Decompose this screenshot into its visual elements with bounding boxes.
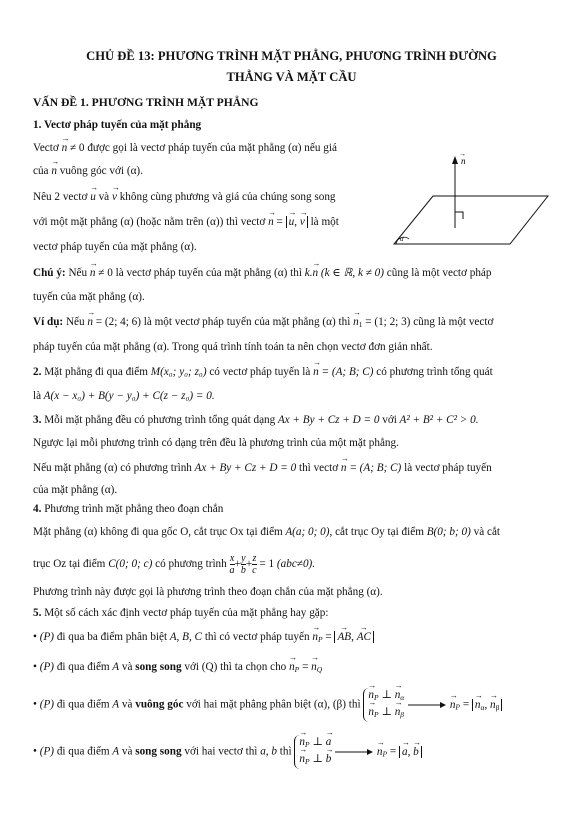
cross-product-ab-ac: → AB, → AC [334, 631, 374, 643]
cross-product-normals: → $n_\alpha$, → $n_\beta$ [472, 699, 503, 711]
p2-line-1: Nêu 2 vectơ → u và → v không cùng phương và giá của chúng song song [33, 190, 336, 204]
document-title [30, 46, 553, 88]
s4-heading: 4. Phương trình mặt phẳng theo đoạn chắn [33, 503, 224, 515]
normal-vector-arrowhead [452, 156, 458, 164]
title-line-1: CHỦ ĐỀ 13: PHƯƠNG TRÌNH MẶT PHẲNG, PHƯƠNG TRÌNH ĐƯỜNG [86, 49, 497, 63]
section-heading: VẤN ĐỀ 1. PHƯƠNG TRÌNH MẶT PHẲNG [33, 96, 259, 109]
normal-label: n [461, 156, 466, 166]
s5-bullet-4: • (P) đi qua điểm A và song song với hai vectơ thì a, b thì → $n_P$ ⊥ → a → $n_P$ ⊥ → b → $n_P$ = → a, → b [33, 735, 422, 771]
system-perp-vectors: → $n_P$ ⊥ → a → $n_P$ ⊥ → b [294, 735, 331, 769]
s3-line-4: của mặt phẳng (α). [33, 484, 118, 496]
s2-line-2: là A(x − x₀) + B(y − y₀) + C(z − z₀) = 0. [33, 390, 215, 402]
plane-normal-figure [388, 150, 558, 250]
normal-label-arrow: → [459, 150, 466, 158]
system-perp-planes: → $n_P$ ⊥ → $n_\alpha$ → $n_P$ ⊥ → $n_\beta$ [363, 688, 404, 722]
right-angle-mark [455, 212, 463, 219]
vector-u: → u [90, 190, 96, 204]
example-line-2: pháp tuyến của mặt phẳng (α). Trong quá trình tính toán ta nên chọn vectơ đơn giản nhất. [33, 341, 433, 353]
s4-line-2: trục Oz tại điểm C(0; 0; c) có phương trình $\frac{x}{a}$ + $\frac{y}{b}$ + $\frac{z}{c}$ = 1 (abc≠0). [33, 552, 316, 576]
fraction-z-c: $\frac{z}{c}$ [252, 552, 257, 576]
example-line-1: Ví dụ: Nếu → n = (2; 4; 6) là một vectơ pháp tuyến của mặt phẳng (α) thì → $n_1 = (1$; 2; 3) cũng là một vectơ [33, 315, 493, 332]
cross-product: → u, → v [286, 216, 308, 228]
s5-bullet-3: • (P) đi qua điểm A và vuông góc với hai mặt phẳng phân biệt (α), (β) thì → $n_P$ ⊥ → $n_\alpha$ → $n_P$ ⊥ → $n_\beta$ → $n_P$ = → $n_\alpha$, → $n_\beta$ [33, 688, 502, 724]
s5-bullet-1: • (P) đi qua ba điểm phân biệt A, B, C thì có vectơ pháp tuyến → $n_P$ = → AB, → AC [33, 630, 374, 647]
note-line-2: tuyến của mặt phẳng (α). [33, 291, 145, 303]
p1-line-1: Vectơ → n ≠ 0 được gọi là vectơ pháp tuyến của mặt phẳng (α) nếu giá [33, 141, 337, 155]
s5-bullet-2: • (P) đi qua điểm A và song song với (Q) thì ta chọn cho → $n_P$ = → $n_Q$ [33, 660, 322, 677]
vector-n: → n [62, 141, 68, 155]
vector-n: → n [51, 164, 57, 178]
s3-line-2: Ngược lại mỗi phương trình có dạng trên đều là phương trình của một mặt phẳng. [33, 437, 399, 449]
p2-line-2: với một mặt phẳng (α) (hoặc nằm trên (α)) thì vectơ → n = → u, → v là một [33, 215, 339, 229]
s3-line-3: Nếu mặt phẳng (α) có phương trình Ax + By + Cz + D = 0 thì vectơ → n = (A; B; C) là vectơ pháp tuyến [33, 461, 492, 475]
cross-product-ab: → a, → b [399, 746, 422, 758]
s4-line-1: Mặt phẳng (α) không đi qua gốc O, cắt trục Ox tại điểm A(a; 0; 0), cắt trục Oy tại điểm B(0; b; 0) và cắt [33, 526, 501, 538]
fraction-y-b: $\frac{y}{b}$ [240, 552, 246, 576]
long-arrow-icon [334, 748, 374, 756]
plane-parallelogram [394, 196, 548, 244]
s4-line-3: Phương trình này được gọi là phương trình theo đoạn chắn của mặt phẳng (α). [33, 586, 383, 598]
note-line-1: Chú ý: Nếu → n ≠ 0 là vectơ pháp tuyến của mặt phẳng (α) thì k.→ n (k ∈ ℝ, k ≠ 0) cũng là một vectơ pháp [33, 266, 491, 280]
title-line-2: THẲNG VÀ MẶT CẦU [226, 70, 357, 84]
s2-line-1: 2. Mặt phẳng đi qua điểm M(x₀; y₀; z₀) có vectơ pháp tuyến là → n = (A; B; C) có phương trình tổng quát [33, 365, 493, 379]
vector-v: → v [112, 190, 117, 204]
s3-line-1: 3. Mỗi mặt phẳng đều có phương trình tổng quát dạng Ax + By + Cz + D = 0 với A² + B² + C² > 0. [33, 414, 479, 426]
subsection-1-heading: 1. Vectơ pháp tuyến của mặt phẳng [33, 119, 202, 131]
p1-line-2: của → n vuông góc với (α). [33, 164, 143, 178]
p2-line-3: vectơ pháp tuyến của mặt phẳng (α). [33, 241, 197, 253]
alpha-label: α [400, 235, 404, 243]
long-arrow-icon [407, 701, 447, 709]
s5-heading: 5. Một số cách xác định vectơ pháp tuyến của mặt phẳng hay gặp: [33, 607, 329, 619]
fraction-x-a: $\frac{x}{a}$ [229, 552, 235, 576]
